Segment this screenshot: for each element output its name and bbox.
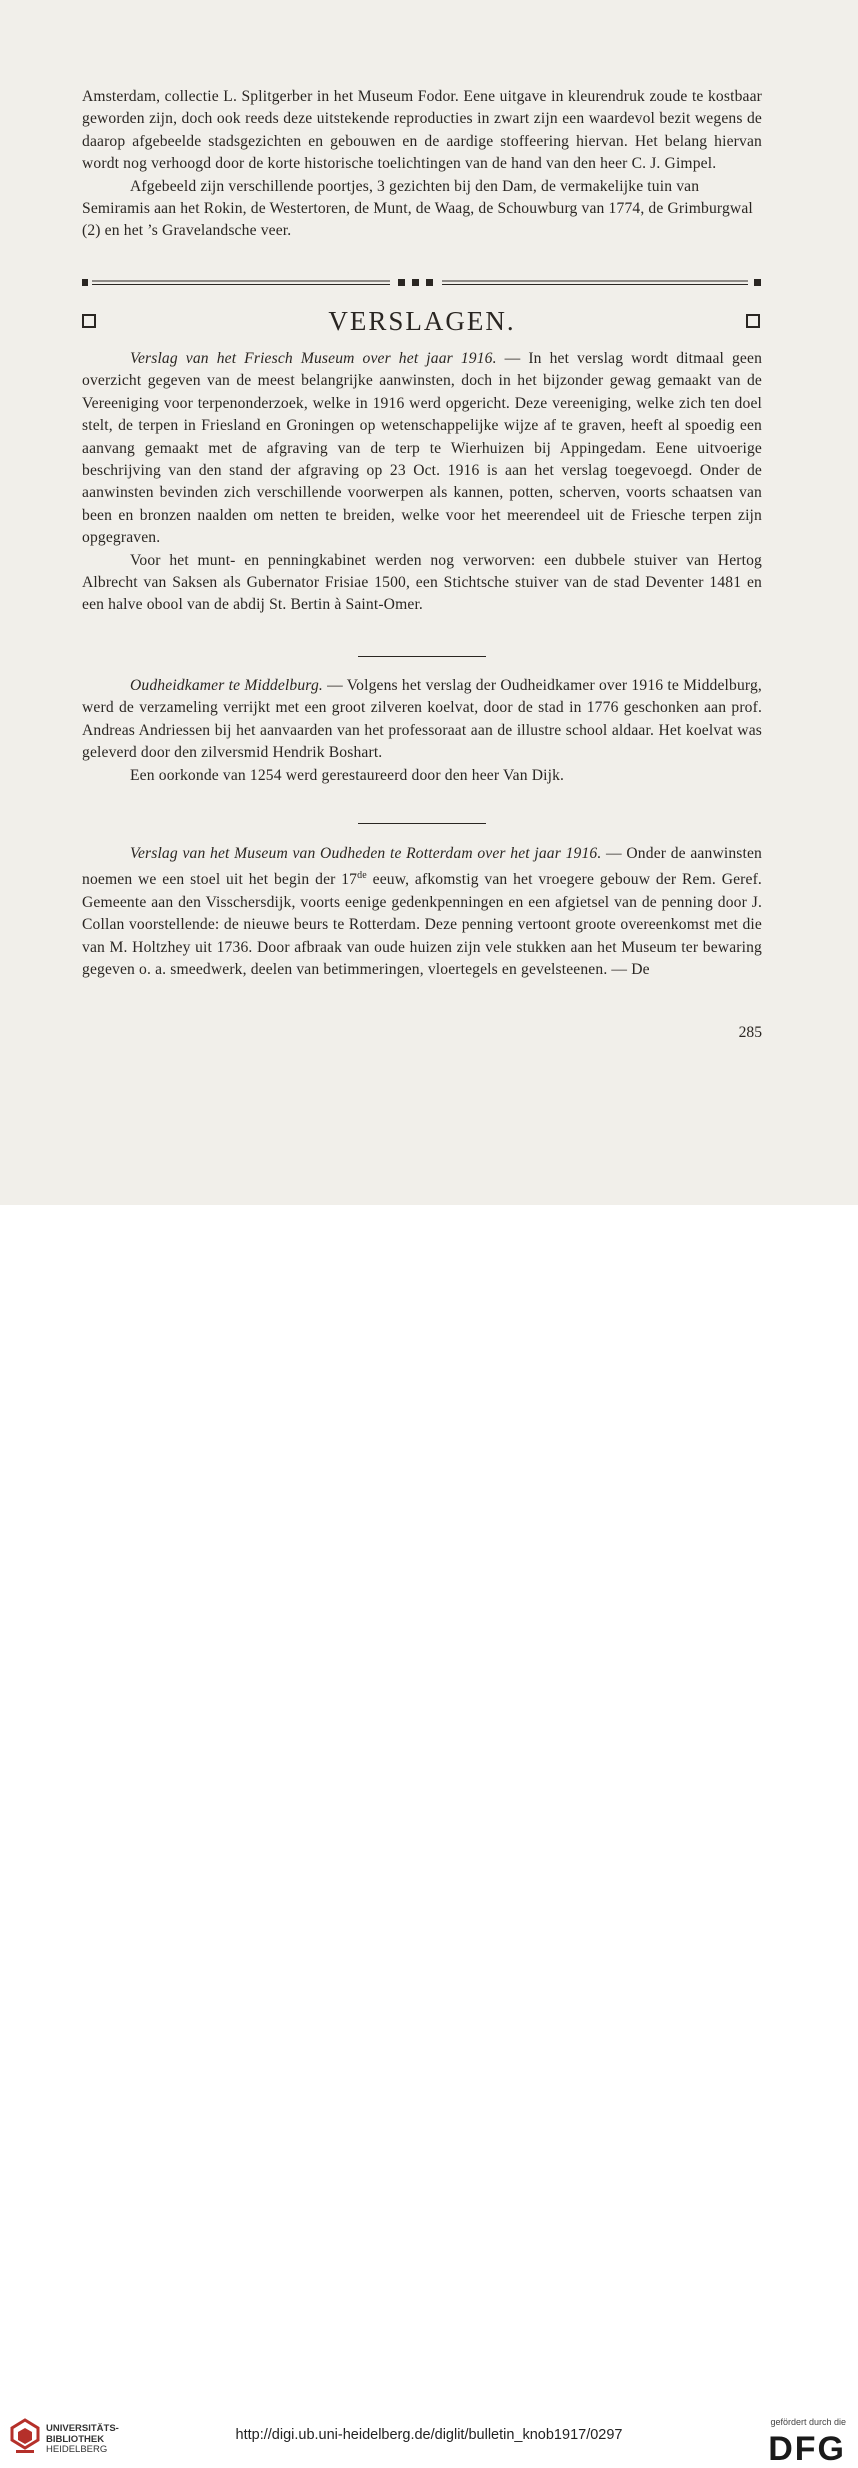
- rotterdam-paragraph-1: [82, 843, 762, 982]
- section-rotterdam: [82, 843, 762, 982]
- divider-rule: [358, 656, 486, 657]
- document-url-link[interactable]: http://digi.ub.uni-heidelberg.de/diglit/bulletin_knob1917/0297: [235, 2427, 623, 2443]
- intro-text: [82, 86, 762, 243]
- oudheidkamer-title: Oudheidkamer te Middelburg.: [130, 677, 323, 694]
- intro-paragraph-2: Afgebeeld zijn verschillende poortjes, 3 gezichten bij den Dam, de vermakelijke tuin van Semiramis aan het Rokin, de Westertoren, de Munt, de Waag, de Schouwburg van 1774, de Grimburgwal (2) en het ’s Gravelandsche veer.: [82, 177, 753, 240]
- oudheidkamer-paragraph-2: Een oorkonde van 1254 werd gerestaureerd door den heer Van Dijk.: [130, 766, 565, 784]
- rotterdam-body-b: eeuw, afkomstig van het vroegere gebouw der Rem. Geref. Gemeente aan den Visschersdijk, voorts eenige gedenkpenningen en een afgietsel van de penning door J. Collan voorstellende: de nieuwe beurs te Rotterdam. Deze penning vertoont groote overeenkomst met die van M. Holtzhey uit 1736. Door afbraak van oude huizen zijn vele stukken aan het Museum ter bewaring gegeven o. a. smeedwerk, deelen van betimmeringen, vloertegels en gevelsteenen. — De: [82, 871, 762, 979]
- intro-paragraph-1: Amsterdam, collectie L. Splitgerber in het Museum Fodor. Eene uitgave in kleurendruk zoude te kostbaar geworden zijn, doch ook reeds deze uitstekende reproducties in zwart zijn een waardevol bezit wegens de daarop afgebeelde stadsgezichten en gebouwen en de aardige stoffeering hiervan. Het belang hiervan wordt nog verhoogd door de korte historische toelichtingen van de hand van den heer C. J. Gimpel.: [82, 88, 762, 173]
- section-heading: VERSLAGEN.: [328, 306, 516, 336]
- funded-by-label: gefördert durch die: [770, 2417, 846, 2427]
- ornamental-divider: [82, 275, 762, 291]
- square-ornament-icon-right: [746, 314, 760, 328]
- friesch-paragraph-2: Voor het munt- en penningkabinet werden nog verworven: een dubbele stuiver van Hertog Albrecht van Saksen als Gubernator Frisiae 1500, een Stichtsche stuiver van de stad Deventer 1481 en een halve obool van de abdij St. Bertin à Saint-Omer.: [82, 551, 762, 614]
- divider-rule: [358, 823, 486, 824]
- friesch-title: Verslag van het Friesch Museum over het jaar 1916.: [130, 350, 497, 367]
- scanned-page: [0, 0, 858, 1205]
- rotterdam-superscript: de: [357, 870, 367, 882]
- friesch-paragraph-1: [82, 348, 762, 550]
- section-oudheidkamer: [82, 675, 762, 787]
- rotterdam-title: Verslag van het Museum van Oudheden te Rotterdam over het jaar 1916.: [130, 845, 602, 862]
- oudheidkamer-body: — Volgens het verslag der Oudheidkamer over 1916 te Middelburg, werd de verzameling verrijkt met een groot zilveren koelvat, door de stad in 1776 geschonken aan prof. Andreas Andriessen bij het aanvaarden van het professoraat aan de illustre school aldaar. Het koelvat was geleverd door den zilversmid Hendrik Boshart.: [82, 677, 762, 762]
- university-library-name: UNIVERSITÄTS- BIBLIOTHEK HEIDELBERG: [46, 2423, 119, 2455]
- page-number: 285: [738, 1024, 762, 1041]
- friesch-body: — In het verslag wordt ditmaal geen overzicht gegeven van de meest belangrijke aanwinsten, doch in het bijzonder gewag gemaakt van de Vereeniging voor terpenonderzoek, welke in 1916 werd opgericht. Deze vereeniging, welke zich ten doel stelt, de terpen in Friesland en Groningen op wetenschappelijke wijze af te graven, heeft al spoedig een aanvang gemaakt met de afgraving van de terp te Wierhuizen bij Appingedam. Eene uitvoerige beschrijving van den stand der afgraving op 23 Oct. 1916 is aan het verslag toegevoegd. Onder de aanwinsten bevinden zich verschillende voorwerpen als kannen, potten, scherven, voorts schaatsen van been en bronzen naalden om netten te breiden, welke voor het meerendeel uit de Friesche terpen zijn opgegraven.: [82, 350, 763, 547]
- oudheidkamer-paragraph-1: [82, 675, 762, 765]
- rotterdam-body-a: — Onder de aanwinsten noemen we een stoel uit het begin der 17: [82, 845, 762, 889]
- viewer-footer: [0, 1205, 858, 2468]
- section-friesch-museum: [82, 348, 762, 617]
- dfg-logo[interactable]: DFG: [768, 2430, 846, 2468]
